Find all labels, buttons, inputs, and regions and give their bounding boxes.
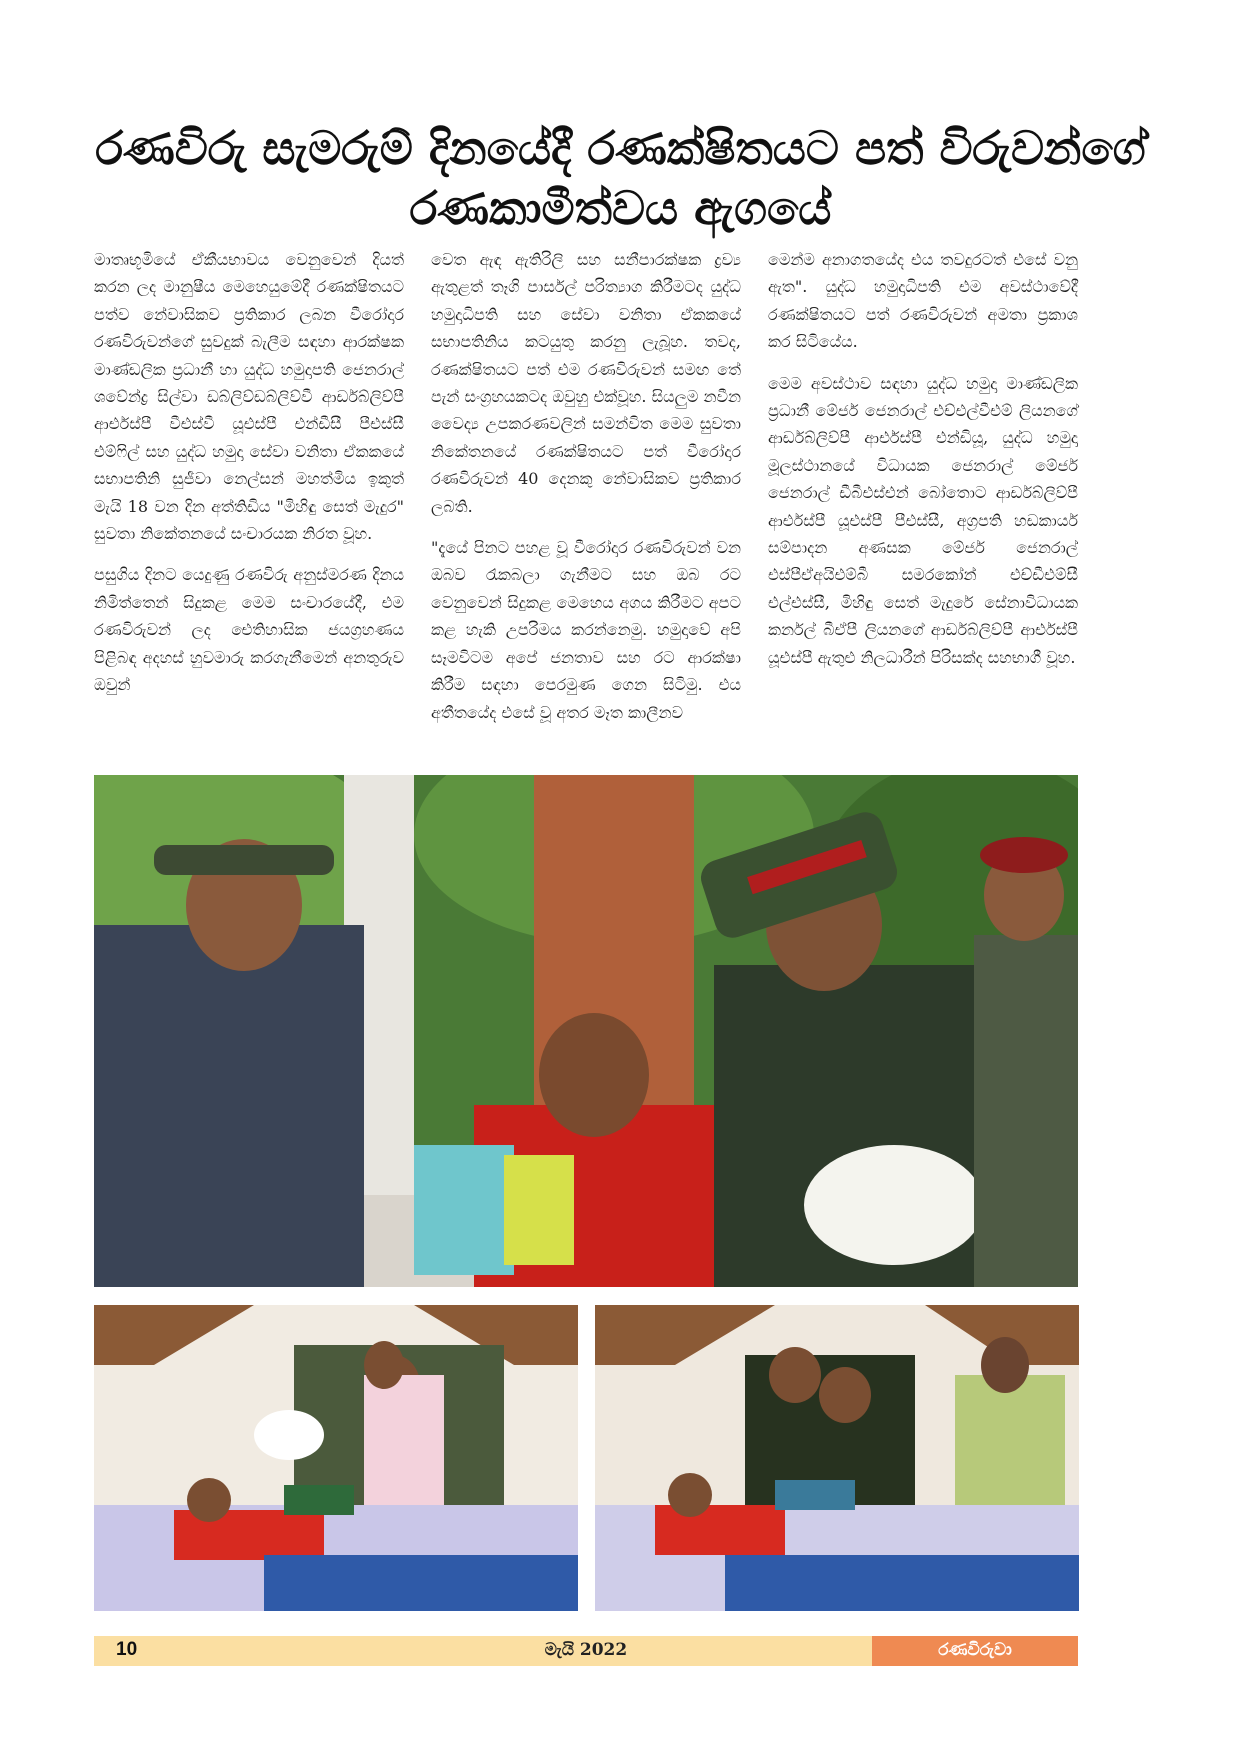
paragraph: පසුගිය දිනට යෙදුණු රණවිරු අනුස්මරණ දිනය නිමිත්තෙන් සිදුකළ මෙම සංචාරයේදී, එම රණවිරුවන් ලද ඓතිහාසික ජයග්‍රහණය පිළිබඳ අදහස් හුවමාරු කරගැනීමෙන් අනතුරුව ඔවුන් [94, 565, 404, 695]
paragraph: "දැයේ පිනට පහළ වූ වීරෝදාර රණවිරුවන් වන ඔබව රැකබලා ගැනීමට සහ ඔබ රට වෙනුවෙන් සිදුකළ මෙහෙය අගය කිරීමට අපට කළ හැකි උපරිමය කරන්නෙමු. හමුදාවේ අපි සෑමවිටම අපේ ජනතාව සහ රට ආරක්ෂා කිරීම සඳහා පෙරමුණ ගෙන සිටිමු. එය අතීතයේද එසේ වූ අතර මෑත කාලීනව [431, 538, 741, 722]
main-photo [94, 775, 1078, 1287]
page-footer [94, 1636, 1078, 1666]
headline-line-2: රණකාමීත්වය ඇගයේ [409, 181, 832, 235]
article-column-1 [94, 246, 404, 713]
headline-line-1: රණවිරු සැමරුම් දිනයේදී රණක්ෂිතයට පත් විරුවන්ගේ [95, 121, 1146, 175]
paragraph: වෙත ඇඳ ඇතිරිලි සහ සනීපාරක්ෂක ද්‍රව්‍ය ඇතුළත් තෑගි පාර්සල් පරිත්‍යාග කිරීමටද යුද්ධ හමුදාධිපති සහ සේවා වනිතා ඒකකයේ සභාපතිනිය කටයුතු කරනු ලැබූහ. තවද, රණක්ෂිතයට පත් එම රණවිරුවන් සමඟ තේ පැන් සංග්‍රහයකටද ඔවුහු එක්වූහ. සියලුම නවීන වෛද්‍ය උපකරණවලින් සමන්විත මෙම සුවතා නිකේතනයේ රණක්ෂිතයට පත් වීරෝදාර රණවිරුවන් 40 දෙනකු නේවාසිකව ප්‍රතිකාර ලබති. [431, 250, 741, 516]
bottom-right-photo [595, 1305, 1079, 1611]
article-column-3 [768, 246, 1078, 685]
paragraph: මාතෘභූමියේ ඒකීයභාවය වෙනුවෙන් දියත් කරන ලද මානුෂීය මෙහෙයුමේදී රණක්ෂිතයට පත්ව නේවාසිකව ප්‍රතිකාර ලබන වීරෝදාර රණවිරුවන්ගේ සුවදුක් බැලීම සඳහා ආරක්ෂක මාණ්ඩලික ප්‍රධානී හා යුද්ධ හමුදාපති ජෙනරාල් ශවේන්ද්‍ර සිල්වා ඩබ්ලිව්ඩබ්ලිව්වී ආර්ඩබ්ලිව්පී ආර්එස්පී වීඑස්වී යූඑස්පී එන්ඩීසී පීඑස්සී එම්ෆිල් සහ යුද්ධ හමුදා සේවා වනිතා ඒකකයේ සභාපතිනි සුජීවා නෙල්සන් මහත්මිය ඉකුත් මැයි 18 වන දින අත්තිඩිය "මිහිඳු සෙත් මැදුර" සුවතා නිකේතනයේ සංචාරයක නිරත වූහ. [94, 250, 404, 544]
photo-gift-presentation-bedside [94, 1305, 578, 1611]
article-column-2 [431, 246, 741, 740]
page-number: 10 [116, 1639, 138, 1660]
bottom-left-photo [94, 1305, 578, 1611]
paragraph: මෙන්ම අනාගතයේද එය තවදුරටත් එසේ වනු ඇත". යුද්ධ හමුදාධිපති එම අවස්ථාවේදී රණක්ෂිතයට පත් රණවිරුවන් අමතා ප්‍රකාශ කර සිටියේය. [768, 250, 1078, 352]
issue-date: මැයි 2022 [544, 1640, 628, 1660]
photo-army-commander-greeting-soldier [94, 775, 1078, 1287]
paragraph: මෙම අවස්ථාව සඳහා යුද්ධ හමුදා මාණ්ඩලික ප්‍රධානී මේජර් ජෙනරාල් එච්එල්වීඑම් ලියනගේ ආර්ඩබ්ලිව්පී ආර්එස්පී එන්ඩියූ, යුද්ධ හමුදා මූලස්ථානයේ විධායක ජෙනරාල් මේජර් ජෙනරාල් ඩීබීඑස්එන් බෝතොට ආර්ඩබ්ලිව්පී ආර්එස්පී යූඑස්පී පීඑස්සී, අග්‍රපති හඩකාර්ය සම්පාදන අණසක මේජර් ජෙනරාල් එස්පීඒඅයිඑම්බී සමරකෝන් එච්ඩීඑම්සී එල්එස්සී, මිහිඳු සෙත් මැදුරේ සේනාවිධායක කර්නල් බීඒපී ලියනගේ ආර්ඩබ්ලිව්පී ආර්එස්පී යූඑස්පී ඇතුළු නිලධාරීන් පිරිසක්ද සහභාගී වූහ. [768, 373, 1078, 667]
article-headline [90, 118, 1151, 238]
publication-name: රණවිරුවා [938, 1640, 1012, 1660]
photo-commander-gift-bedside [595, 1305, 1079, 1611]
